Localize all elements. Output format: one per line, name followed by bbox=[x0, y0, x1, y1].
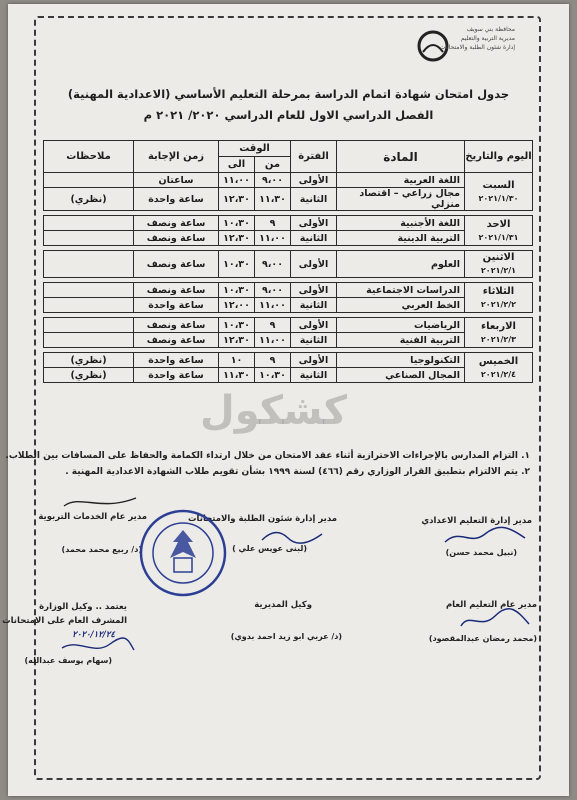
to-cell: ١١،٣٠ bbox=[219, 368, 255, 383]
approval-text: يعتمد .. وكيل الوزارة bbox=[39, 602, 127, 612]
header-time: الوقت bbox=[219, 141, 291, 157]
duration-cell: ساعة واحدة bbox=[134, 353, 219, 368]
duration-cell: ساعة ونصف bbox=[134, 251, 219, 278]
from-cell: ١١،٠٠ bbox=[255, 298, 291, 313]
day-cell bbox=[465, 173, 533, 211]
handwritten-date: ٢٠٢٠/١٢/٢٤ bbox=[72, 630, 115, 640]
from-cell: ٩،٠٠ bbox=[255, 173, 291, 188]
header-subject: المادة bbox=[337, 141, 465, 173]
header-notes: ملاحظات bbox=[44, 141, 134, 173]
to-cell: ١٠،٣٠ bbox=[219, 283, 255, 298]
note-2: ٢. يتم الالتزام بتطبيق القرار الوزاري رقم (٤٦٦) لسنة ١٩٩٩ بشأن تقويم طلاب الشهادة الاعدادية المهنية . bbox=[65, 467, 530, 477]
table-row bbox=[44, 173, 533, 188]
from-cell: ١٠،٣٠ bbox=[255, 368, 291, 383]
signature-general-name: (محمد رمضان عبدالمقصود) bbox=[428, 634, 537, 643]
period-cell: الثانية bbox=[291, 298, 337, 313]
period-cell: الثانية bbox=[291, 333, 337, 348]
period-cell: الأولى bbox=[291, 216, 337, 231]
from-cell: ٩،٠٠ bbox=[255, 283, 291, 298]
handwritten-signature-prep bbox=[440, 524, 530, 548]
signature-deputy-title: وكيل المديرية bbox=[254, 600, 312, 610]
day-name: الخميس bbox=[478, 355, 519, 367]
to-cell: ١٠ bbox=[219, 353, 255, 368]
subject-cell: الرياضيات bbox=[337, 318, 465, 333]
day-name: السبت bbox=[482, 179, 515, 191]
table-row bbox=[44, 231, 533, 246]
note-cell: (نظري) bbox=[44, 368, 134, 383]
day-date: ٢٠٢١/٢/٣ bbox=[480, 334, 517, 344]
subject-cell: اللغة الأجنبية bbox=[337, 216, 465, 231]
day-name: الاثنين bbox=[482, 252, 515, 263]
signature-prep-title: مدير إدارة التعليم الاعدادي bbox=[421, 516, 532, 526]
duration-cell: ساعة ونصف bbox=[134, 283, 219, 298]
from-cell: ١١،٣٠ bbox=[255, 188, 291, 211]
signature-exams-name: (لبنى عويس علي ) bbox=[232, 544, 307, 553]
period-cell: الأولى bbox=[291, 251, 337, 278]
table-row bbox=[44, 318, 533, 333]
schedule-body bbox=[44, 173, 533, 383]
to-cell: ١٠،٣٠ bbox=[219, 318, 255, 333]
note-cell bbox=[44, 216, 134, 231]
day-date: ٢٠٢١/١/٣٠ bbox=[478, 193, 519, 203]
period-cell: الثانية bbox=[291, 368, 337, 383]
from-cell: ٩،٠٠ bbox=[255, 251, 291, 278]
signature-exams-title: مدير إدارة شئون الطلبة والامتحانات bbox=[188, 514, 337, 524]
subject-cell: اللغة العربية bbox=[337, 173, 465, 188]
table-row bbox=[44, 368, 533, 383]
subject-cell: مجال زراعي – اقتصاد منزلي bbox=[337, 188, 465, 211]
signature-general-title: مدير عام التعليم العام bbox=[445, 600, 537, 610]
signature-services-title: مدير عام الخدمات التربوية bbox=[38, 512, 147, 522]
signature-prep-name: (نبيل محمد حسن) bbox=[445, 548, 517, 557]
header-period: الفترة bbox=[291, 141, 337, 173]
day-cell bbox=[465, 283, 533, 313]
handwritten-signature-supervisor bbox=[58, 636, 138, 658]
duration-cell: ساعة ونصف bbox=[134, 231, 219, 246]
subject-cell: التربية الفنية bbox=[337, 333, 465, 348]
duration-cell: ساعة واحدة bbox=[134, 188, 219, 211]
subject-cell: التكنولوجيا bbox=[337, 353, 465, 368]
table-row bbox=[44, 298, 533, 313]
ministry-line-1: محافظة بني سويف bbox=[466, 26, 515, 33]
day-name: الاحد bbox=[486, 218, 511, 230]
day-name: الاربعاء bbox=[481, 320, 516, 332]
period-cell: الثانية bbox=[291, 188, 337, 211]
to-cell: ١٠،٣٠ bbox=[219, 251, 255, 278]
to-cell: ١٢،٣٠ bbox=[219, 188, 255, 211]
period-cell: الأولى bbox=[291, 283, 337, 298]
ministry-line-3: إدارة شئون الطلبة والامتحانات bbox=[439, 44, 515, 51]
signature-supervisor-name: (سهام يوسف عبدالله) bbox=[24, 656, 112, 665]
subject-cell: الخط العربي bbox=[337, 298, 465, 313]
to-cell: ١٢،٠٠ bbox=[219, 298, 255, 313]
to-cell: ١٢،٣٠ bbox=[219, 231, 255, 246]
header-day: اليوم والتاريخ bbox=[465, 141, 533, 173]
document-subtitle: الفصل الدراسي الاول للعام الدراسي ٢٠٢٠/ ٢٠٢١ م bbox=[143, 108, 434, 122]
day-date: ٢٠٢١/٢/١ bbox=[480, 266, 517, 275]
note-cell bbox=[44, 231, 134, 246]
table-row bbox=[44, 188, 533, 211]
note-cell: (نظري) bbox=[44, 353, 134, 368]
day-cell bbox=[465, 318, 533, 348]
note-1: ١. التزام المدارس بالإجراءات الاحترازية أثناء عقد الامتحان من خلال ارتداء الكمامة والحفاظ على المسافات بين الطلاب. bbox=[5, 451, 530, 461]
header-from: من bbox=[255, 157, 291, 173]
header-duration: زمن الإجابة bbox=[134, 141, 219, 173]
duration-cell: ساعة ونصف bbox=[134, 318, 219, 333]
period-cell: الأولى bbox=[291, 318, 337, 333]
header-to: الى bbox=[219, 157, 255, 173]
duration-cell: ساعتان bbox=[134, 173, 219, 188]
from-cell: ١١،٠٠ bbox=[255, 333, 291, 348]
day-date: ٢٠٢١/١/٣١ bbox=[478, 232, 519, 242]
duration-cell: ساعة ونصف bbox=[134, 333, 219, 348]
table-row bbox=[44, 333, 533, 348]
handwritten-signature-services bbox=[60, 492, 140, 514]
period-cell: الأولى bbox=[291, 173, 337, 188]
signature-services-name: (د/ ربيع محمد محمد) bbox=[61, 545, 142, 554]
day-cell bbox=[465, 353, 533, 383]
subject-cell: العلوم bbox=[337, 251, 465, 278]
duration-cell: ساعة واحدة bbox=[134, 368, 219, 383]
to-cell: ١١،٠٠ bbox=[219, 173, 255, 188]
day-name: الثلاثاء bbox=[482, 285, 515, 297]
exam-schedule-table bbox=[43, 140, 533, 383]
handwritten-signature-exams bbox=[258, 524, 328, 546]
day-date: ٢٠٢١/٢/٢ bbox=[480, 299, 517, 309]
day-cell bbox=[465, 216, 533, 246]
signature-deputy-name: (د/ عربي ابو زيد احمد بدوي) bbox=[230, 632, 342, 641]
to-cell: ١٠،٣٠ bbox=[219, 216, 255, 231]
day-date: ٢٠٢١/٢/٤ bbox=[480, 369, 517, 379]
ministry-line-2: مديرية التربية والتعليم bbox=[460, 35, 515, 42]
table-row bbox=[44, 283, 533, 298]
ministry-header bbox=[415, 18, 545, 68]
signature-supervisor-title: المشرف العام على الامتحانات bbox=[2, 616, 127, 626]
note-cell bbox=[44, 173, 134, 188]
note-cell bbox=[44, 251, 134, 278]
handwritten-signature-general bbox=[455, 606, 535, 632]
period-cell: الثانية bbox=[291, 231, 337, 246]
duration-cell: ساعة واحدة bbox=[134, 298, 219, 313]
note-cell bbox=[44, 283, 134, 298]
duration-cell: ساعة ونصف bbox=[134, 216, 219, 231]
table-row bbox=[44, 251, 533, 278]
subject-cell: المجال الصناعي bbox=[337, 368, 465, 383]
note-cell bbox=[44, 318, 134, 333]
note-cell bbox=[44, 333, 134, 348]
document-title: جدول امتحان شهادة اتمام الدراسة بمرحلة التعليم الأساسي (الاعدادية المهنية) bbox=[67, 87, 510, 101]
watermark-text: كشكول bbox=[200, 388, 348, 434]
subject-cell: الدراسات الاجتماعية bbox=[337, 283, 465, 298]
note-cell: (نظري) bbox=[44, 188, 134, 211]
period-cell: الأولى bbox=[291, 353, 337, 368]
from-cell: ٩ bbox=[255, 318, 291, 333]
official-seal bbox=[138, 508, 228, 598]
table-row bbox=[44, 216, 533, 231]
from-cell: ١١،٠٠ bbox=[255, 231, 291, 246]
to-cell: ١٢،٣٠ bbox=[219, 333, 255, 348]
subject-cell: التربية الدينية bbox=[337, 231, 465, 246]
from-cell: ٩ bbox=[255, 353, 291, 368]
from-cell: ٩ bbox=[255, 216, 291, 231]
note-cell bbox=[44, 298, 134, 313]
table-row bbox=[44, 353, 533, 368]
day-cell bbox=[465, 251, 533, 278]
